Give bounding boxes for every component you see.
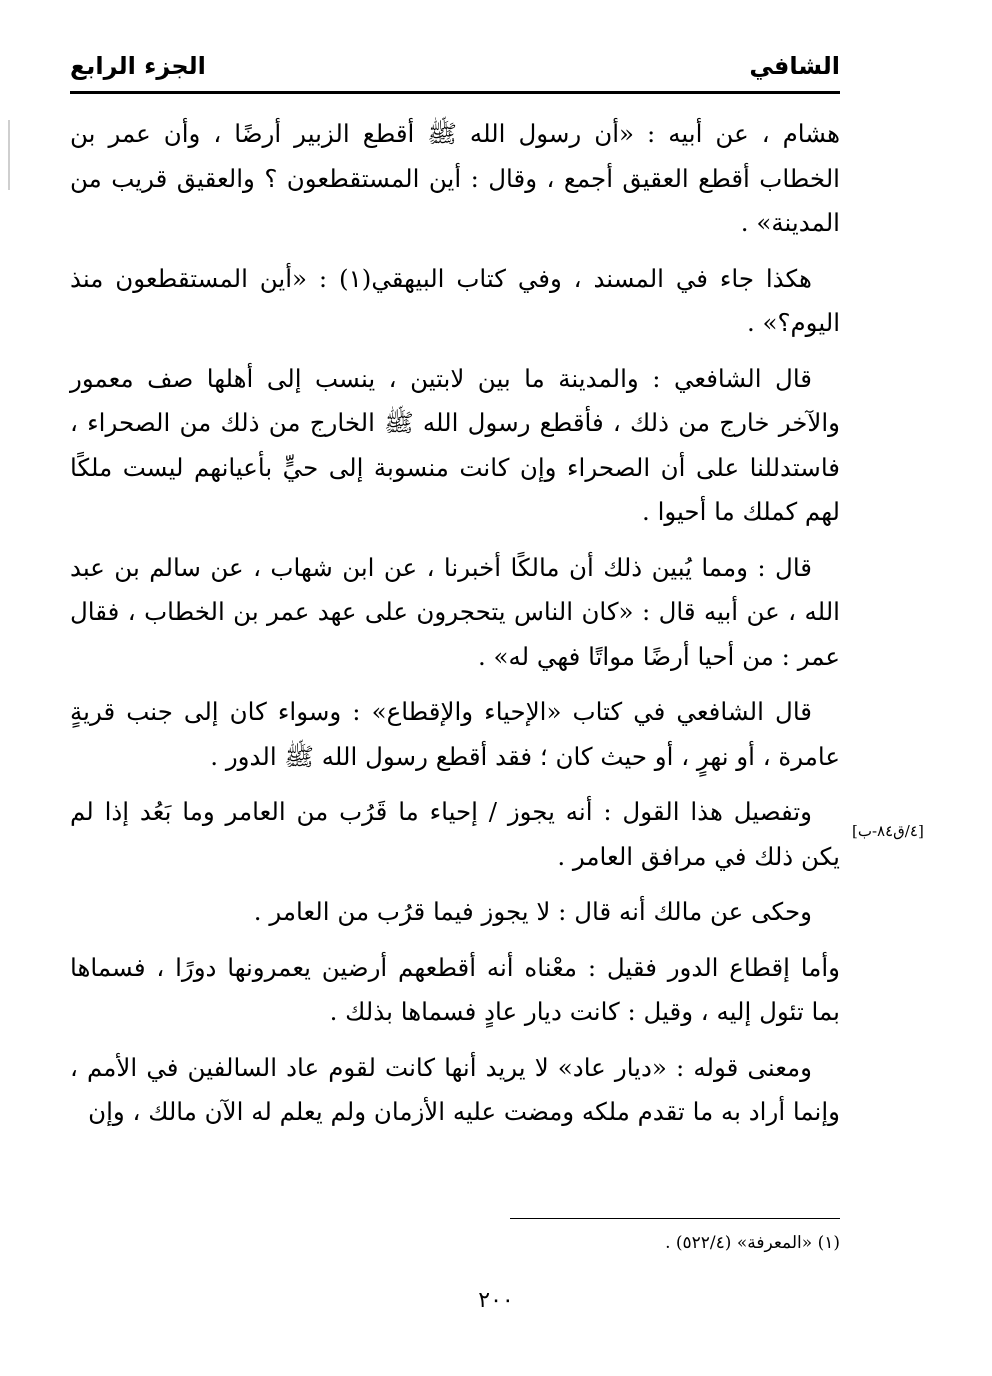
paragraph: وحكى عن مالك أنه قال : لا يجوز فيما قرُب من العامر . [253, 897, 812, 926]
volume-label: الجزء الرابع [70, 52, 206, 80]
page-number: ٢٠٠ [478, 1288, 514, 1313]
paragraph: هكذا جاء في المسند ، وفي كتاب البيهقي(١) : «أين المستقطعون منذ اليوم؟» . [70, 263, 840, 337]
paragraph: وأما إقطاع الدور فقيل : معْناه أنه أقطعهم أرضين يعمرونها دورًا ، فسماها بما تئول إليه ، وقيل : كانت ديار عادٍ فسماها بذلك . [70, 952, 840, 1026]
paragraph: هشام ، عن أبيه : «أن رسول الله ﷺ أقطع الزبير أرضًا ، وأن عمر بن الخطاب أقطع العقيق أجمع ، وقال : أين المستقطعون ؟ والعقيق قريب من المدينة» . [70, 119, 840, 237]
paragraph: قال : ومما يُبين ذلك أن مالكًا أخبرنا ، عن ابن شهاب ، عن سالم بن عبد الله ، عن أبيه قال : «كان الناس يتحجرون على عهد عمر بن الخطاب ، فقال عمر : من أحيا أرضًا مواتًا فهي له» . [70, 552, 840, 671]
paragraph: قال الشافعي في كتاب «الإحياء والإقطاع» : وسواء كان إلى جنب قريةٍ عامرة ، أو نهرٍ ، أو حيث كان ؛ فقد أقطع رسول الله ﷺ الدور . [70, 697, 840, 771]
manuscript-folio-marker: [٤/ق٨٤-ب] [852, 822, 924, 840]
header-divider [70, 91, 840, 94]
footnote-divider [510, 1218, 840, 1219]
paragraph: وتفصيل هذا القول : أنه يجوز / إحياء ما قَرُب من العامر وما بَعُد إذا لم يكن ذلك في مرافق العامر . [70, 797, 840, 871]
paragraph: ومعنى قوله : «ديار عاد» لا يريد أنها كانت لقوم عاد السالفين في الأمم ، وإنما أراد به ما تقدم ملكه ومضت عليه الأزمان ولم يعلم له الآن مالك ، وإن [70, 1052, 840, 1126]
footnote: (١) «المعرفة» (٥٢٢/٤) . [665, 1233, 840, 1253]
running-header [70, 52, 840, 92]
book-title: الشافي [749, 52, 840, 80]
main-text [70, 112, 840, 1146]
paragraph: قال الشافعي : والمدينة ما بين لابتين ، ينسب إلى أهلها صف معمور والآخر خارج من ذلك ، فأقطع رسول الله ﷺ الخارج من ذلك من الصحراء ، فاستدللنا على أن الصحراء وإن كانت منسوبة إلى حيٍّ بأعيانهم ليست ملكًا لهم كملك ما أحيوا . [70, 363, 840, 526]
scan-edge-mark [8, 120, 10, 190]
